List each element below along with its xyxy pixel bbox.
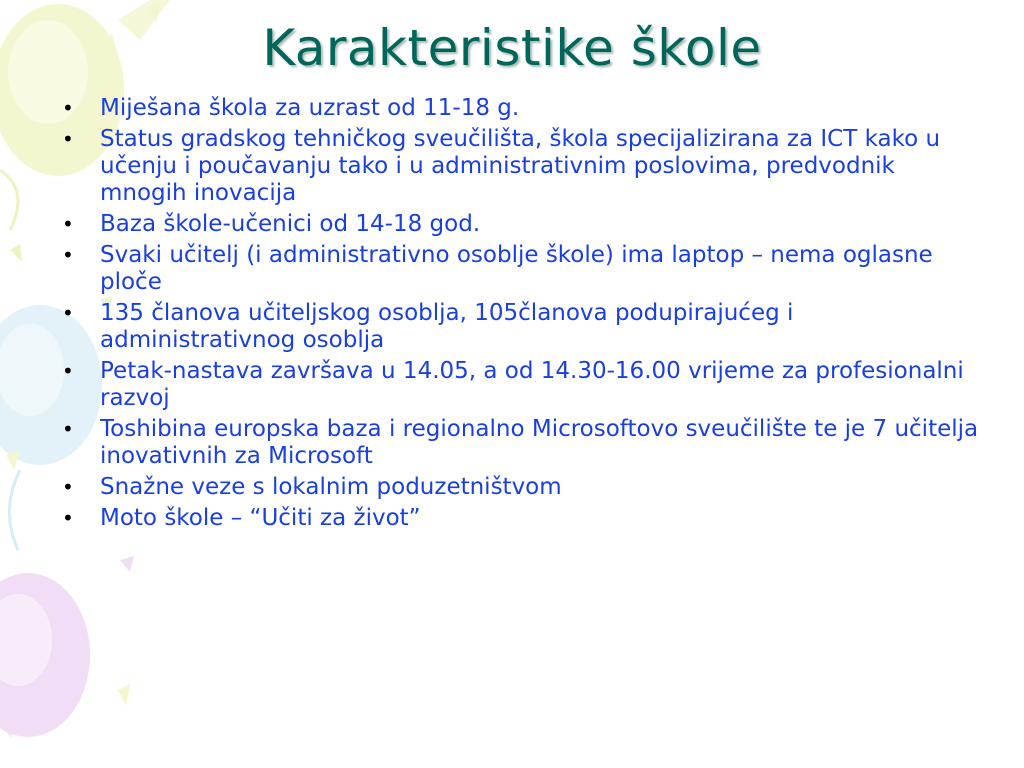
bullet-icon: • bbox=[62, 212, 74, 236]
list-item bbox=[62, 211, 982, 238]
bullet-text: Svaki učitelj (i administrativno osoblje škole) ima laptop – nema oglasne ploče bbox=[100, 242, 933, 295]
bullet-icon: • bbox=[62, 127, 74, 151]
bullet-icon: • bbox=[62, 475, 74, 499]
bullet-icon: • bbox=[62, 96, 74, 120]
list-item bbox=[62, 474, 982, 501]
lilac-balloon-icon bbox=[0, 573, 90, 737]
bullet-text: Baza škole-učenici od 14-18 god. bbox=[100, 211, 481, 237]
bullet-icon: • bbox=[62, 417, 74, 441]
list-item bbox=[62, 416, 982, 470]
bullet-text: 135 članova učiteljskog osoblja, 105članova podupirajućeg i administrativnog osoblja bbox=[100, 300, 794, 353]
bullet-text: Snažne veze s lokalnim poduzetništvom bbox=[100, 474, 562, 500]
list-item bbox=[62, 505, 982, 532]
bullet-text: Toshibina europska baza i regionalno Microsoftovo sveučilište te je 7 učitelja inovativnih za Microsoft bbox=[100, 416, 979, 469]
bullet-text: Petak-nastava završava u 14.05, a od 14.30-16.00 vrijeme za profesionalni razvoj bbox=[100, 358, 964, 411]
bullet-text: Moto škole – “Učiti za život” bbox=[100, 505, 421, 531]
list-item bbox=[62, 358, 982, 412]
bullet-list bbox=[62, 95, 982, 536]
list-item bbox=[62, 126, 982, 207]
list-item bbox=[62, 242, 982, 296]
slide-title: Karakteristike škole bbox=[262, 19, 762, 77]
bullet-icon: • bbox=[62, 359, 74, 383]
bullet-icon: • bbox=[62, 243, 74, 267]
bullet-text: Miješana škola za uzrast od 11-18 g. bbox=[100, 95, 520, 121]
list-item bbox=[62, 95, 982, 122]
bullet-text: Status gradskog tehničkog sveučilišta, škola specijalizirana za ICT kako u učenju i poučavanju tako i u administrativnim poslovima, predvodnik mnogih inovacija bbox=[100, 126, 941, 206]
bullet-icon: • bbox=[62, 301, 74, 325]
list-item bbox=[62, 300, 982, 354]
bullet-icon: • bbox=[62, 506, 74, 530]
